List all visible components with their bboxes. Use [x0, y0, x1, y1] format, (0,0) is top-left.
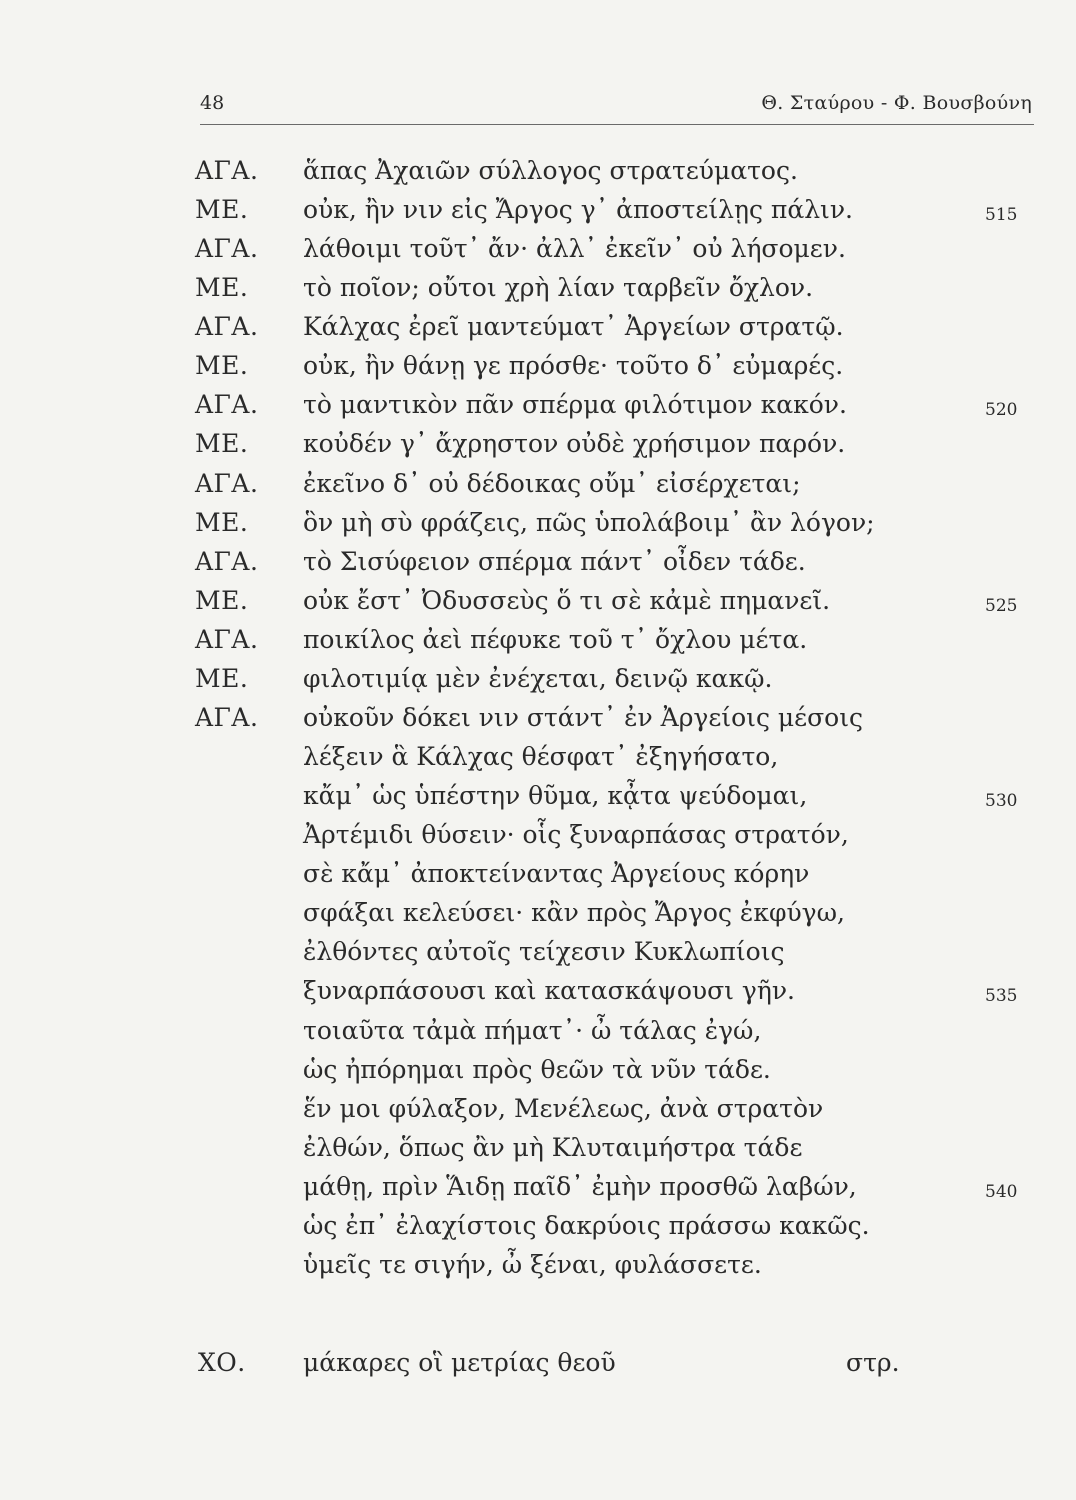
verse-text: Κάλχας ἐρεῖ μαντεύματ᾽ Ἀργείων στρατῷ.: [303, 312, 844, 342]
verse-line: [0, 859, 1076, 899]
speaker-label: ΜΕ.: [195, 507, 249, 537]
verse-line: [0, 1250, 1076, 1290]
speaker-label: ΜΕ.: [195, 585, 249, 615]
verse-line: [0, 390, 1076, 430]
chorus-line: [0, 1348, 1076, 1388]
line-number: 535: [985, 986, 1018, 1007]
speaker-label: ΑΓΑ.: [195, 702, 259, 732]
verse-line: [0, 1016, 1076, 1056]
verse-line: [0, 820, 1076, 860]
speaker-label: ΑΓΑ.: [195, 312, 259, 342]
verse-text: τὸ Σισύφειον σπέρμα πάντ᾽ οἶδεν τάδε.: [303, 546, 806, 576]
verse-line: [0, 664, 1076, 704]
verse-line: [0, 429, 1076, 469]
verse-line: [0, 508, 1076, 548]
verse-text: ξυναρπάσουσι καὶ κατασκάψουσι γῆν.: [303, 976, 795, 1006]
verse-line: [0, 1094, 1076, 1134]
verse-text: οὐκοῦν δόκει νιν στάντ᾽ ἐν Ἀργείοις μέσοις: [303, 702, 864, 732]
verse-line: [0, 547, 1076, 587]
verse-text: οὐκ, ἢν θάνῃ γε πρόσθε· τοῦτο δ᾽ εὐμαρές.: [303, 351, 844, 381]
verse-text: Ἀρτέμιδι θύσειν· οἷς ξυναρπάσας στρατόν,: [303, 820, 849, 850]
verse-text: λέξειν ἃ Κάλχας θέσφατ᾽ ἐξηγήσατο,: [303, 742, 779, 772]
verse-text: ἐλθών, ὅπως ἂν μὴ Κλυταιμήστρα τάδε: [303, 1132, 803, 1162]
verse-text: ὑμεῖς τε σιγήν, ὦ ξέναι, φυλάσσετε.: [303, 1249, 762, 1279]
verse-line: [0, 351, 1076, 391]
verse-line: [0, 1055, 1076, 1095]
line-number: 540: [985, 1181, 1018, 1202]
speaker-label: ΑΓΑ.: [195, 156, 259, 185]
verse-line: [0, 156, 1076, 196]
line-number: 515: [985, 205, 1018, 226]
speaker-label: ΜΕ.: [195, 663, 249, 693]
verse-line: [0, 742, 1076, 782]
verse-line: [0, 703, 1076, 743]
verse-text: ὃν μὴ σὺ φράζεις, πῶς ὑπολάβοιμ᾽ ἂν λόγον;: [303, 507, 875, 537]
verse-line: [0, 625, 1076, 665]
strophe-label: στρ.: [846, 1348, 900, 1377]
verse-text: ἐλθόντες αὐτοῖς τείχεσιν Κυκλωπίοις: [303, 937, 785, 967]
verse-line: [0, 469, 1076, 509]
verse-text: ἅπας Ἀχαιῶν σύλλογος στρατεύματος.: [303, 156, 798, 185]
verse-text: ὡς ἐπ᾽ ἐλαχίστοις δακρύοις πράσσω κακῶς.: [303, 1210, 870, 1240]
verse-line: [0, 1172, 1076, 1212]
verse-line: [0, 273, 1076, 313]
speaker-label: ΜΕ.: [195, 351, 249, 381]
line-number: 525: [985, 595, 1018, 616]
speaker-label: ΜΕ.: [195, 273, 249, 303]
verse-line: [0, 1133, 1076, 1173]
speaker-label: ΜΕ.: [195, 429, 249, 459]
verse-text: φιλοτιμίᾳ μὲν ἐνέχεται, δεινῷ κακῷ.: [303, 663, 773, 693]
verse-text: ἐκεῖνο δ᾽ οὐ δέδοικας οὔμ᾽ εἰσέρχεται;: [303, 468, 801, 498]
verse-text: οὐκ ἔστ᾽ Ὀδυσσεὺς ὅ τι σὲ κἀμὲ πημανεῖ.: [303, 585, 831, 615]
verse-text: λάθοιμι τοῦτ᾽ ἄν· ἀλλ᾽ ἐκεῖν᾽ οὐ λήσομεν.: [303, 234, 846, 264]
verse-text: ὡς ἠπόρημαι πρὸς θεῶν τὰ νῦν τάδε.: [303, 1054, 771, 1084]
verse-text: τὸ μαντικὸν πᾶν σπέρμα φιλότιμον κακόν.: [303, 390, 847, 420]
speaker-label: ΜΕ.: [195, 195, 249, 225]
verse-text: τοιαῦτα τἀμὰ πήματ᾽· ὦ τάλας ἐγώ,: [303, 1015, 762, 1045]
speaker-label: ΑΓΑ.: [195, 468, 259, 498]
page-number: 48: [200, 92, 225, 114]
verse-text: σφάξαι κελεύσει· κἂν πρὸς Ἄργος ἐκφύγω,: [303, 898, 845, 928]
verse-line: [0, 898, 1076, 938]
chorus-text: μάκαρες οἳ μετρίας θεοῦ: [303, 1348, 616, 1377]
chorus-speaker: ΧΟ.: [198, 1348, 246, 1377]
verse-line: [0, 781, 1076, 821]
speaker-label: ΑΓΑ.: [195, 546, 259, 576]
verse-text: κοὐδέν γ᾽ ἄχρηστον οὐδὲ χρήσιμον παρόν.: [303, 429, 846, 459]
line-number: 520: [985, 400, 1018, 421]
verse-text: ποικίλος ἀεὶ πέφυκε τοῦ τ᾽ ὄχλου μέτα.: [303, 624, 808, 654]
verse-line: [0, 312, 1076, 352]
verse-text: σὲ κἄμ᾽ ἀποκτείναντας Ἀργείους κόρην: [303, 859, 810, 889]
line-number: 530: [985, 791, 1018, 812]
verse-text: ἕν μοι φύλαξον, Μενέλεως, ἀνὰ στρατὸν: [303, 1093, 824, 1123]
speaker-label: ΑΓΑ.: [195, 390, 259, 420]
verse-text: οὐκ, ἢν νιν εἰς Ἄργος γ᾽ ἀποστείλῃς πάλιν.: [303, 195, 853, 225]
speaker-label: ΑΓΑ.: [195, 234, 259, 264]
verse-text: κἄμ᾽ ὡς ὑπέστην θῦμα, κᾆτα ψεύδομαι,: [303, 781, 808, 811]
verse-text: μάθῃ, πρὶν Ἅιδῃ παῖδ᾽ ἐμὴν προσθῶ λαβών,: [303, 1171, 857, 1201]
verse-line: [0, 586, 1076, 626]
verse-line: [0, 195, 1076, 235]
running-title: Θ. Σταύρου - Φ. Βουσβούνη: [761, 92, 1032, 114]
verse-line: [0, 234, 1076, 274]
verse-text: τὸ ποῖον; οὔτοι χρὴ λίαν ταρβεῖν ὄχλον.: [303, 273, 814, 303]
verse-line: [0, 937, 1076, 977]
verse-line: [0, 976, 1076, 1016]
verse-line: [0, 1211, 1076, 1251]
speaker-label: ΑΓΑ.: [195, 624, 259, 654]
